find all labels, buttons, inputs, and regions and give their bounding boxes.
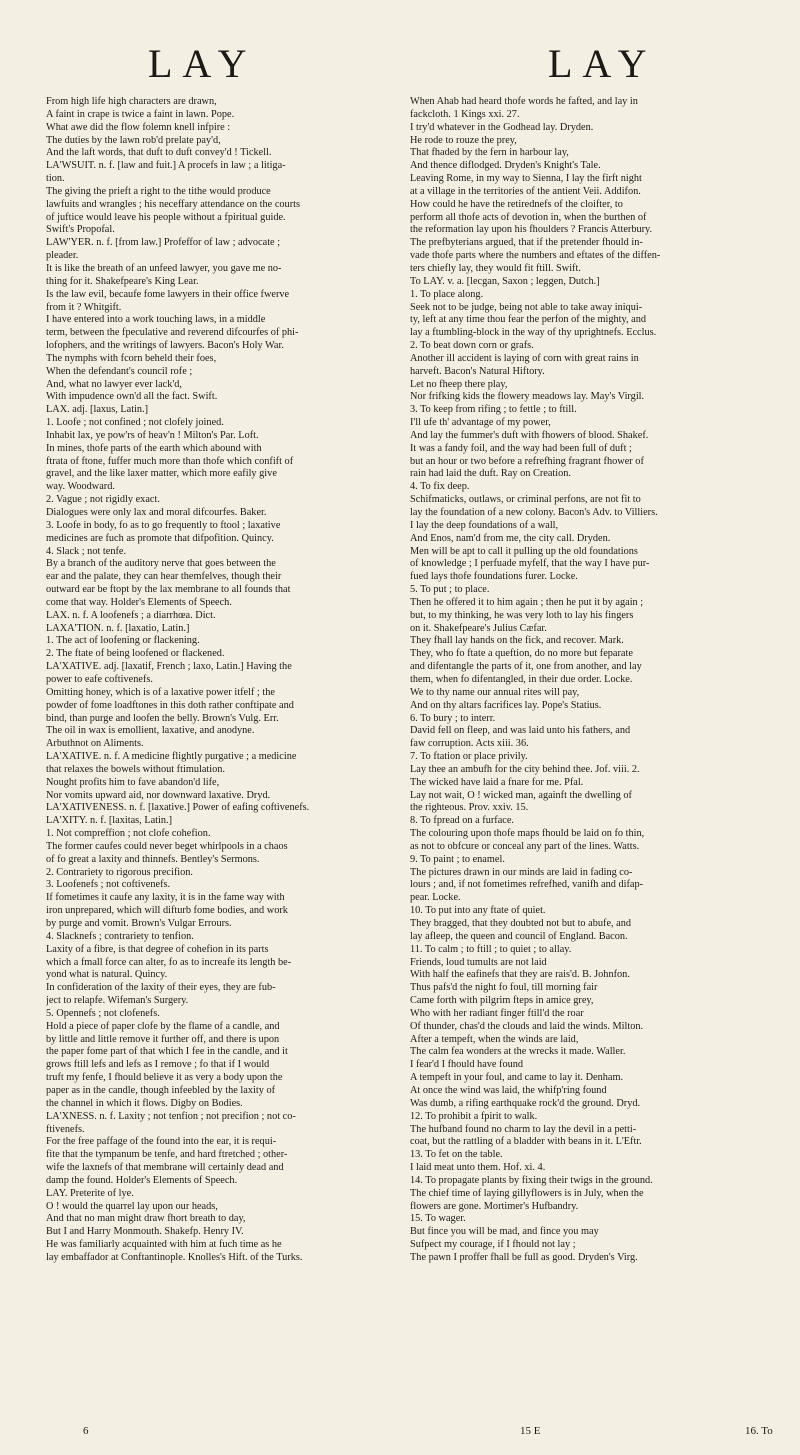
- text-line: The nymphs with fcorn beheld their foes,: [46, 352, 217, 364]
- catchword: 16. To: [745, 1425, 773, 1437]
- text-line: bind, than purge and loofen the belly. Brown's Vulg. Err.: [46, 712, 279, 724]
- text-line: It is like the breath of an unfeed lawyer, you gave me no-: [46, 262, 282, 274]
- page-number: 6: [83, 1425, 89, 1437]
- text-line: tion.: [46, 173, 65, 185]
- text-line: LAY. Preterite of lye.: [46, 1187, 134, 1199]
- text-line: grows ftill lefs and lefs as I remove ; fo that if I would: [46, 1059, 270, 1071]
- text-line: They, who fo ftate a queftion, do no more but feparate: [410, 648, 633, 660]
- text-line: Nor vomits upward aid, nor downward laxative. Dryd.: [46, 789, 271, 801]
- text-line: 3. Loofe in body, fo as to go frequently to ftool ; laxative: [46, 519, 281, 531]
- text-line: And on thy altars facrifices lay. Pope's Statius.: [410, 699, 602, 711]
- text-line: the channel in which it flows. Digby on Bodies.: [46, 1097, 243, 1109]
- text-line: With half the eafinefs that they are rais'd. B. Johnfon.: [410, 969, 630, 981]
- text-line: Seek not to be judge, being not able to take away iniqui-: [410, 301, 643, 313]
- text-line: way. Woodward.: [46, 481, 115, 493]
- text-line: 7. To ftation or place privily.: [410, 751, 528, 763]
- text-line: 2. Vague ; not rigidly exact.: [46, 494, 160, 506]
- text-line: Let no fheep there play,: [410, 378, 508, 390]
- text-line: After a tempeft, when the winds are laid,: [410, 1033, 579, 1045]
- text-line: The giving the prieft a right to the tithe would produce: [46, 185, 271, 197]
- text-line: wife the laxnefs of that membrane will certainly dead and: [46, 1162, 284, 1174]
- text-line: The colouring upon thofe maps fhould be laid on fo thin,: [410, 828, 645, 840]
- text-line: We to thy name our annual rites will pay,: [410, 686, 580, 698]
- text-line: iron unprepared, which will difturb fome bodies, and work: [46, 905, 288, 917]
- text-line: In mines, thofe parts of the earth which abound with: [46, 442, 262, 454]
- text-line: 15. To wager.: [410, 1213, 466, 1225]
- text-line: ftrata of ftone, fuffer much more than thofe which confift of: [46, 455, 294, 467]
- text-line: damp the found. Holder's Elements of Speech.: [46, 1174, 238, 1186]
- text-line: And thence diflodged. Dryden's Knight's Tale.: [410, 160, 601, 172]
- text-line: What awe did the flow folemn knell infpire :: [46, 121, 231, 133]
- text-line: Another ill accident is laying of corn with great rains in: [410, 352, 639, 364]
- text-line: lay the foundation of a new colony. Bacon's Adv. to Villiers.: [410, 507, 658, 518]
- text-line: Then he offered it to him again ; then he put it by again ;: [410, 596, 644, 608]
- running-headers: [0, 40, 800, 90]
- text-line: They fhall lay hands on the fick, and recover. Mark.: [410, 635, 624, 647]
- text-line: The hufband found no charm to lay the devil in a petti-: [410, 1123, 637, 1135]
- text-line: Omitting honey, which is of a laxative power itfelf ; the: [46, 686, 275, 698]
- text-line: O ! would the quarrel lay upon our heads,: [46, 1200, 218, 1212]
- text-line: Lay thee an ambufh for the city behind thee. Jof. viii. 2.: [410, 763, 640, 775]
- text-line: And Enos, nam'd from me, the city call. Dryden.: [410, 532, 611, 544]
- text-line: and difentangle the parts of it, one from another, and lay: [410, 661, 642, 673]
- text-line: The oil in wax is emollient, laxative, and anodyne.: [46, 725, 255, 737]
- text-line: of fo great a laxity and thinnefs. Bentley's Sermons.: [46, 853, 260, 865]
- text-line: LA'XATIVENESS. n. f. [laxative.] Power of eafing coftivenefs.: [46, 802, 310, 814]
- text-line: From high life high characters are drawn,: [46, 96, 217, 107]
- text-line: He rode to rouze the prey,: [410, 134, 517, 146]
- text-line: coat, but the rattling of a bladder with beans in it. L'Eftr.: [410, 1136, 642, 1148]
- text-line: Thus pafs'd the night fo foul, till morning fair: [410, 982, 598, 994]
- page-footer: [0, 1425, 800, 1445]
- text-line: ftivenefs.: [46, 1123, 85, 1135]
- text-line: fackcloth. 1 Kings xxi. 27.: [410, 108, 520, 120]
- text-line: Of thunder, chas'd the clouds and laid the winds. Milton.: [410, 1020, 644, 1032]
- text-line: term, between the fpeculative and reverend difcourfes of phi-: [46, 327, 299, 339]
- text-line: At once the wind was laid, the whifp'ring found: [410, 1084, 607, 1096]
- text-line: lay a ftumbling-block in the way of thy uprightnefs. Ecclus.: [410, 327, 657, 339]
- left-running-header: LAY: [148, 41, 257, 86]
- text-line: When the defendant's council rofe ;: [46, 365, 193, 377]
- text-line: 2. To beat down corn or grafs.: [410, 340, 534, 352]
- text-line: 4. Slack ; not tenfe.: [46, 545, 127, 557]
- text-line: but, to my thinking, he was very loth to lay his fingers: [410, 609, 634, 621]
- text-line: Leaving Rome, in my way to Sienna, I lay the firft night: [410, 173, 642, 185]
- text-line: Came forth with pilgrim fteps in amice grey,: [410, 995, 594, 1007]
- text-line: How could he have the retirednefs of the cloifter, to: [410, 198, 623, 210]
- text-line: harveft. Bacon's Natural Hiftory.: [410, 365, 545, 377]
- text-line: A faint in crape is twice a faint in lawn. Pope.: [46, 108, 235, 120]
- text-line: The pawn I proffer fhall be full as good. Dryden's Virg.: [410, 1251, 638, 1263]
- text-line: LA'XNESS. n. f. Laxity ; not tenfion ; not precifion ; not co-: [46, 1110, 296, 1122]
- text-line: 2. The ftate of being loofened or flackened.: [46, 648, 225, 660]
- text-line: Arbuthnot on Aliments.: [46, 738, 144, 750]
- text-line: 8. To fpread on a furface.: [410, 815, 515, 827]
- text-line: by little and little remove it further off, and there is upon: [46, 1033, 280, 1045]
- text-line: A tempeft in your foul, and came to lay it. Denham.: [410, 1072, 624, 1084]
- text-line: ject to relapfe. Wifeman's Surgery.: [46, 995, 189, 1007]
- text-line: thing for it. Shakefpeare's King Lear.: [46, 275, 199, 287]
- text-line: The calm fea wonders at the wrecks it made. Waller.: [410, 1046, 626, 1058]
- text-line: lay embaffador at Conftantinople. Knolles's Hift. of the Turks.: [46, 1251, 303, 1263]
- text-line: ty, left at any time thou fear the perfon of the mighty, and: [410, 314, 646, 326]
- text-line: which a fmall force can alter, fo as to increafe its length be-: [46, 956, 292, 968]
- text-line: gravel, and the like laxer matter, which more eafily give: [46, 468, 277, 480]
- text-line: Lay not wait, O ! wicked man, againft the dwelling of: [410, 789, 632, 801]
- text-line: That fhaded by the fern in harbour lay,: [410, 147, 569, 159]
- text-line: I fear'd I fhould have found: [410, 1059, 524, 1071]
- text-line: vade thofe parts where the numbers and eftates of the diffen-: [410, 250, 661, 262]
- text-line: yond what is natural. Quincy.: [46, 969, 168, 981]
- text-line: LAXA'TION. n. f. [laxatio, Latin.]: [46, 622, 190, 634]
- text-line: By a branch of the auditory nerve that goes between the: [46, 558, 276, 570]
- text-line: rain had laid the duft. Ray on Creation.: [410, 468, 571, 480]
- text-line: pear. Locke.: [410, 892, 461, 904]
- text-line: 3. To keep from rifing ; to fettle ; to ftill.: [410, 404, 577, 416]
- text-line: 1. Not compreffion ; not clofe cohefion.: [46, 828, 211, 840]
- text-line: If fometimes it caufe any laxity, it is in the fame way with: [46, 892, 285, 904]
- text-line: When Ahab had heard thofe words he fafted, and lay in: [410, 96, 638, 107]
- text-line: Friends, loud tumults are not laid: [410, 956, 547, 968]
- text-line: faw corruption. Acts xiii. 36.: [410, 738, 529, 750]
- text-line: 4. Slacknefs ; contrariety to tenfion.: [46, 930, 194, 942]
- text-line: And that no man might draw fhort breath to day,: [46, 1213, 246, 1225]
- text-line: fite that the tympanum be tenfe, and hard ftretched ; other-: [46, 1149, 288, 1161]
- text-line: To LAY. v. a. [lecgan, Saxon ; leggen, Dutch.]: [410, 275, 600, 287]
- text-line: I'll ufe th' advantage of my power,: [410, 417, 551, 429]
- text-line: 10. To put into any ftate of quiet.: [410, 905, 546, 917]
- text-line: lay afleep, the queen and council of England. Bacon.: [410, 930, 628, 942]
- text-line: of juftice would leave his people without a fpiritual guide.: [46, 211, 286, 223]
- text-line: ear and the palate, they can hear themfelves, though their: [46, 571, 282, 583]
- text-line: from it ? Whitgift.: [46, 301, 122, 313]
- text-line: Is the law evil, becaufe fome lawyers in their office fwerve: [46, 288, 290, 300]
- text-line: But fince you will be mad, and fince you may: [410, 1226, 599, 1238]
- text-line: Was dumb, a rifing earthquake rock'd the ground. Dryd.: [410, 1097, 641, 1109]
- text-line: I try'd whatever in the Godhead lay. Dryden.: [410, 121, 594, 133]
- text-line: I have entered into a work touching laws, in a middle: [46, 314, 266, 326]
- text-line: powder of fome loadftones in this doth rather conftipate and: [46, 699, 294, 711]
- text-line: And, what no lawyer ever lack'd,: [46, 378, 182, 390]
- text-line: power to eafe coftivenefs.: [46, 673, 153, 685]
- text-line: The prefbyterians argued, that if the pretender fhould in-: [410, 237, 643, 249]
- text-line: 13. To fet on the table.: [410, 1149, 503, 1161]
- text-line: He was familiarly acquainted with him at fuch time as he: [46, 1239, 282, 1251]
- text-line: In confideration of the laxity of their eyes, they are fub-: [46, 982, 276, 994]
- text-line: 11. To calm ; to ftill ; to quiet ; to allay.: [410, 943, 572, 955]
- text-line: perform all thofe acts of devotion in, when the burthen of: [410, 211, 647, 223]
- text-line: lawfuits and wrangles ; his neceffary attendance on the courts: [46, 198, 300, 210]
- left-column: [46, 96, 388, 1265]
- text-line: The pictures drawn in our minds are laid in fading co-: [410, 866, 633, 878]
- text-line: Men will be apt to call it pulling up the old foundations: [410, 545, 638, 557]
- text-line: The wicked have laid a fnare for me. Pfal.: [410, 776, 584, 788]
- text-line: Dialogues were only lax and moral difcourfes. Baker.: [46, 507, 267, 518]
- text-line: David fell on fleep, and was laid unto his fathers, and: [410, 725, 631, 737]
- text-line: I laid meat unto them. Hof. xi. 4.: [410, 1162, 546, 1174]
- text-line: truft my fenfe, I fhould believe it as very a body upon the: [46, 1072, 283, 1084]
- text-line: 1. Loofe ; not confined ; not clofely joined.: [46, 417, 224, 429]
- text-line: LA'XATIVE. adj. [laxatif, French ; laxo, Latin.] Having the: [46, 661, 292, 673]
- text-line: I lay the deep foundations of a wall,: [410, 519, 559, 531]
- right-running-header: LAY: [548, 41, 657, 86]
- text-line: come that way. Holder's Elements of Speech.: [46, 596, 232, 608]
- text-line: LA'XITY. n. f. [laxitas, Latin.]: [46, 815, 173, 827]
- text-line: And lay the fummer's duft with fhowers of blood. Shakef.: [410, 429, 649, 441]
- text-line: on it. Shakefpeare's Julius Cæfar.: [410, 622, 547, 634]
- text-line: They bragged, that they doubted not but to abufe, and: [410, 918, 632, 929]
- text-line: Hold a piece of paper clofe by the flame of a candle, and: [46, 1020, 280, 1032]
- text-line: LA'WSUIT. n. f. [law and fuit.] A procefs in law ; a litiga-: [46, 160, 286, 172]
- signature-mark: 15 E: [520, 1425, 541, 1437]
- text-line: 2. Contrariety to rigorous precifion.: [46, 866, 193, 878]
- text-line: medicines are fuch as promote that difpofition. Quincy.: [46, 532, 274, 544]
- text-line: that relaxes the bowels without ftimulation.: [46, 763, 226, 775]
- text-line: outward ear be ftopt by the lax membrane to all founds that: [46, 584, 291, 596]
- text-line: by purge and vomit. Brown's Vulgar Errours.: [46, 918, 232, 929]
- text-line: LAX. n. f. A loofenefs ; a diarrhœa. Dict.: [46, 609, 216, 621]
- text-line: The duties by the lawn rob'd prelate pay'd,: [46, 134, 221, 146]
- text-line: 6. To bury ; to interr.: [410, 712, 496, 724]
- text-line: Sufpect my courage, if I fhould not lay ;: [410, 1239, 576, 1251]
- text-line: of knowledge ; I perfuade myfelf, that the way I have pur-: [410, 558, 650, 570]
- text-line: 14. To propagate plants by fixing their twigs in the ground.: [410, 1174, 653, 1186]
- text-line: as not to obfcure or conceal any part of the lines. Watts.: [410, 840, 640, 852]
- text-line: paper as in the candle, though infeebled by the laxity of: [46, 1084, 276, 1096]
- text-line: pleader.: [46, 250, 79, 262]
- text-line: LAW'YER. n. f. [from law.] Profeffor of law ; advocate ;: [46, 237, 281, 249]
- text-line: Nought profits him to fave abandon'd life,: [46, 776, 220, 788]
- text-line: With impudence own'd all the fact. Swift.: [46, 391, 218, 403]
- text-line: Who with her radiant finger ftill'd the roar: [410, 1007, 584, 1019]
- text-line: ters chiefly lay, they would fit ftill. Swift.: [410, 262, 581, 274]
- text-line: LA'XATIVE. n. f. A medicine flightly purgative ; a medicine: [46, 751, 297, 763]
- text-line: the paper fome part of that which I fee in the candle, and it: [46, 1046, 288, 1058]
- text-line: the righteous. Prov. xxiv. 15.: [410, 802, 529, 814]
- text-line: 1. The act of loofening or flackening.: [46, 635, 200, 647]
- right-column: [410, 96, 762, 1265]
- text-line: lours ; and, if not fometimes refrefhed, vanifh and difap-: [410, 879, 644, 891]
- text-line: 9. To paint ; to enamel.: [410, 853, 505, 865]
- text-line: The chief time of laying gillyflowers is in July, when the: [410, 1187, 644, 1199]
- text-line: For the free paffage of the found into the ear, it is requi-: [46, 1136, 277, 1148]
- text-line: 12. To prohibit a fpirit to walk.: [410, 1110, 538, 1122]
- text-line: at a village in the territories of the antient Veii. Addifon.: [410, 185, 641, 197]
- text-line: the reformation lay upon his fhoulders ? Francis Atterbury.: [410, 224, 653, 236]
- text-line: 5. To put ; to place.: [410, 584, 490, 596]
- text-line: Nor frifking kids the flowery meadows lay. May's Virgil.: [410, 391, 645, 403]
- text-line: lofophers, and the writings of lawyers. Bacon's Holy War.: [46, 340, 284, 352]
- text-line: But I and Harry Monmouth. Shakefp. Henry IV.: [46, 1226, 244, 1238]
- text-line: 4. To fix deep.: [410, 481, 470, 493]
- text-line: 1. To place along.: [410, 288, 484, 300]
- text-line: 5. Opennefs ; not clofenefs.: [46, 1007, 160, 1019]
- text-line: fued lays thofe foundations furer. Locke.: [410, 571, 578, 583]
- text-line: but an hour or two before a refrefhing fragrant fhower of: [410, 455, 644, 467]
- text-line: Laxity of a fibre, is that degree of cohefion in its parts: [46, 943, 269, 955]
- text-line: Schifmaticks, outlaws, or criminal perfons, are not fit to: [410, 494, 641, 506]
- text-line: Swift's Propofal.: [46, 224, 115, 236]
- text-line: And the laft words, that duft to duft convey'd ! Tickell.: [46, 147, 272, 159]
- text-line: flowers are gone. Mortimer's Hufbandry.: [410, 1200, 579, 1212]
- text-line: them, when fo difentangled, in their due order. Locke.: [410, 673, 633, 685]
- text-line: Inhabit lax, ye pow'rs of heav'n ! Milton's Par. Loft.: [46, 429, 259, 441]
- text-line: LAX. adj. [laxus, Latin.]: [46, 404, 149, 416]
- text-line: It was a fandy foil, and the way had been full of duft ;: [410, 442, 632, 454]
- text-line: 3. Loofenefs ; not coftivenefs.: [46, 879, 171, 891]
- text-line: The former caufes could never beget whirlpools in a chaos: [46, 840, 288, 852]
